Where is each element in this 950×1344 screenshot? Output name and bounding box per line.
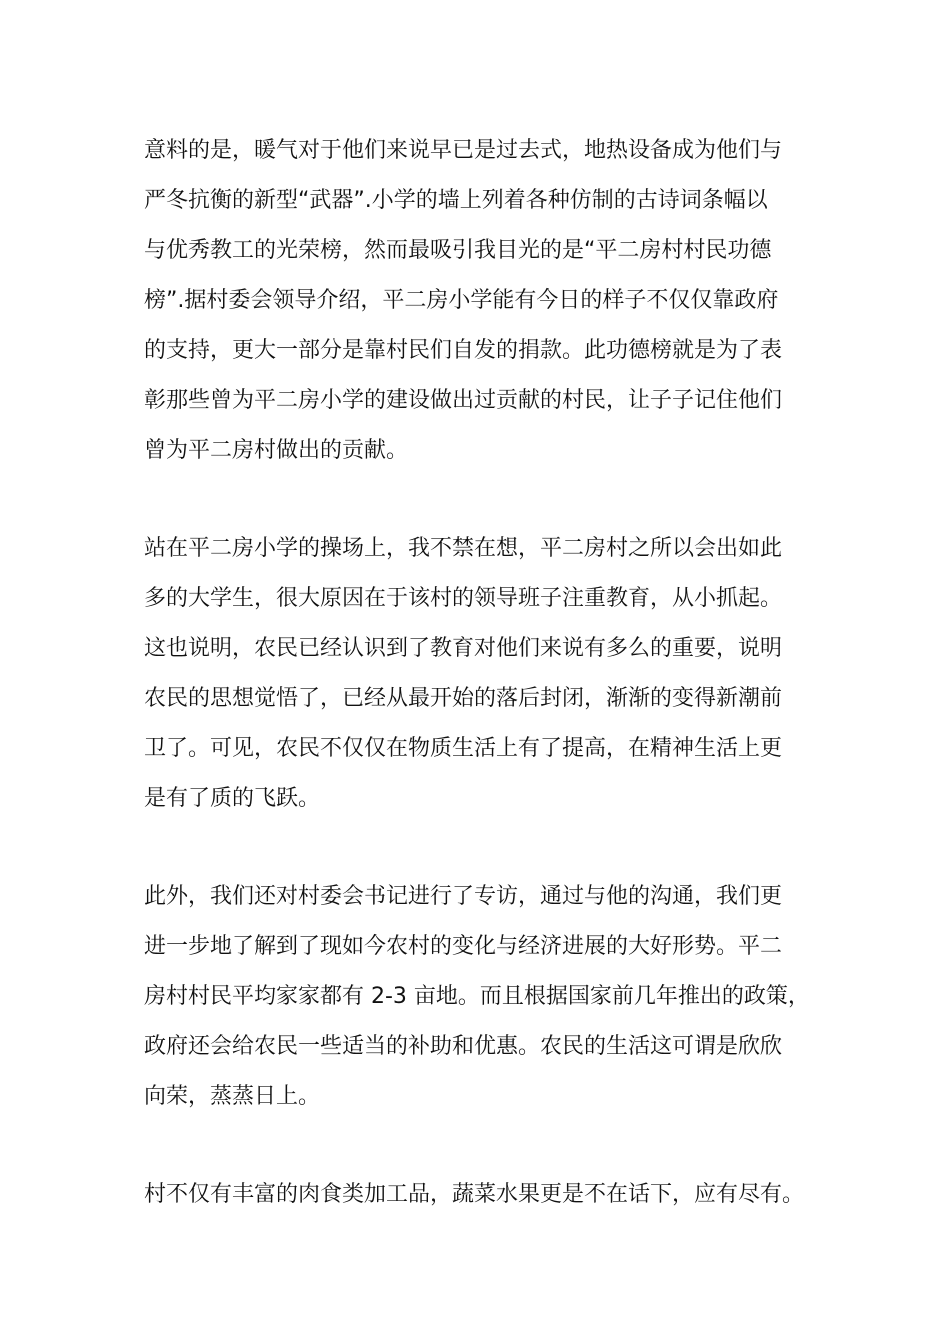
text-line: 意料的是，暖气对于他们来说早已是过去式，地热设备成为他们与 bbox=[144, 138, 783, 163]
text-line: 此外，我们还对村委会书记进行了专访，通过与他的沟通，我们更 bbox=[144, 884, 783, 909]
text-line: 多的大学生，很大原因在于该村的领导班子注重教育，从小抓起。 bbox=[144, 586, 783, 611]
text-line: 卫了。可见，农民不仅仅在物质生活上有了提高，在精神生活上更 bbox=[144, 736, 783, 761]
text-line: 进一步地了解到了现如今农村的变化与经济进展的大好形势。平二 bbox=[144, 934, 783, 959]
paragraph-2 bbox=[144, 524, 844, 824]
text-line: 榜”.据村委会领导介绍，平二房小学能有今日的样子不仅仅靠政府 bbox=[144, 288, 779, 313]
text-line: 是有了质的飞跃。 bbox=[144, 786, 321, 811]
text-line: 这也说明，农民已经认识到了教育对他们来说有多么的重要，说明 bbox=[144, 636, 783, 661]
text-line: 村不仅有丰富的肉食类加工品，蔬菜水果更是不在话下，应有尽有。 bbox=[144, 1182, 805, 1207]
paragraph-4 bbox=[144, 1170, 844, 1220]
text-line: 严冬抗衡的新型“武器”.小学的墙上列着各种仿制的古诗词条幅以 bbox=[144, 188, 768, 213]
text-line: 房村村民平均家家都有 2-3 亩地。而且根据国家前几年推出的政策， bbox=[144, 984, 810, 1009]
text-line: 与优秀教工的光荣榜，然而最吸引我目光的是“平二房村村民功德 bbox=[144, 238, 772, 263]
text-line: 的支持，更大一部分是靠村民们自发的捐款。此功德榜就是为了表 bbox=[144, 338, 783, 363]
text-line: 政府还会给农民一些适当的补助和优惠。农民的生活这可谓是欣欣 bbox=[144, 1034, 783, 1059]
text-line: 农民的思想觉悟了，已经从最开始的落后封闭，渐渐的变得新潮前 bbox=[144, 686, 783, 711]
text-line: 曾为平二房村做出的贡献。 bbox=[144, 438, 409, 463]
text-line: 站在平二房小学的操场上，我不禁在想，平二房村之所以会出如此 bbox=[144, 536, 783, 561]
text-line: 彰那些曾为平二房小学的建设做出过贡献的村民，让子子记住他们 bbox=[144, 388, 783, 413]
paragraph-3 bbox=[144, 872, 844, 1122]
paragraph-1 bbox=[144, 126, 844, 476]
text-line: 向荣，蒸蒸日上。 bbox=[144, 1084, 321, 1109]
